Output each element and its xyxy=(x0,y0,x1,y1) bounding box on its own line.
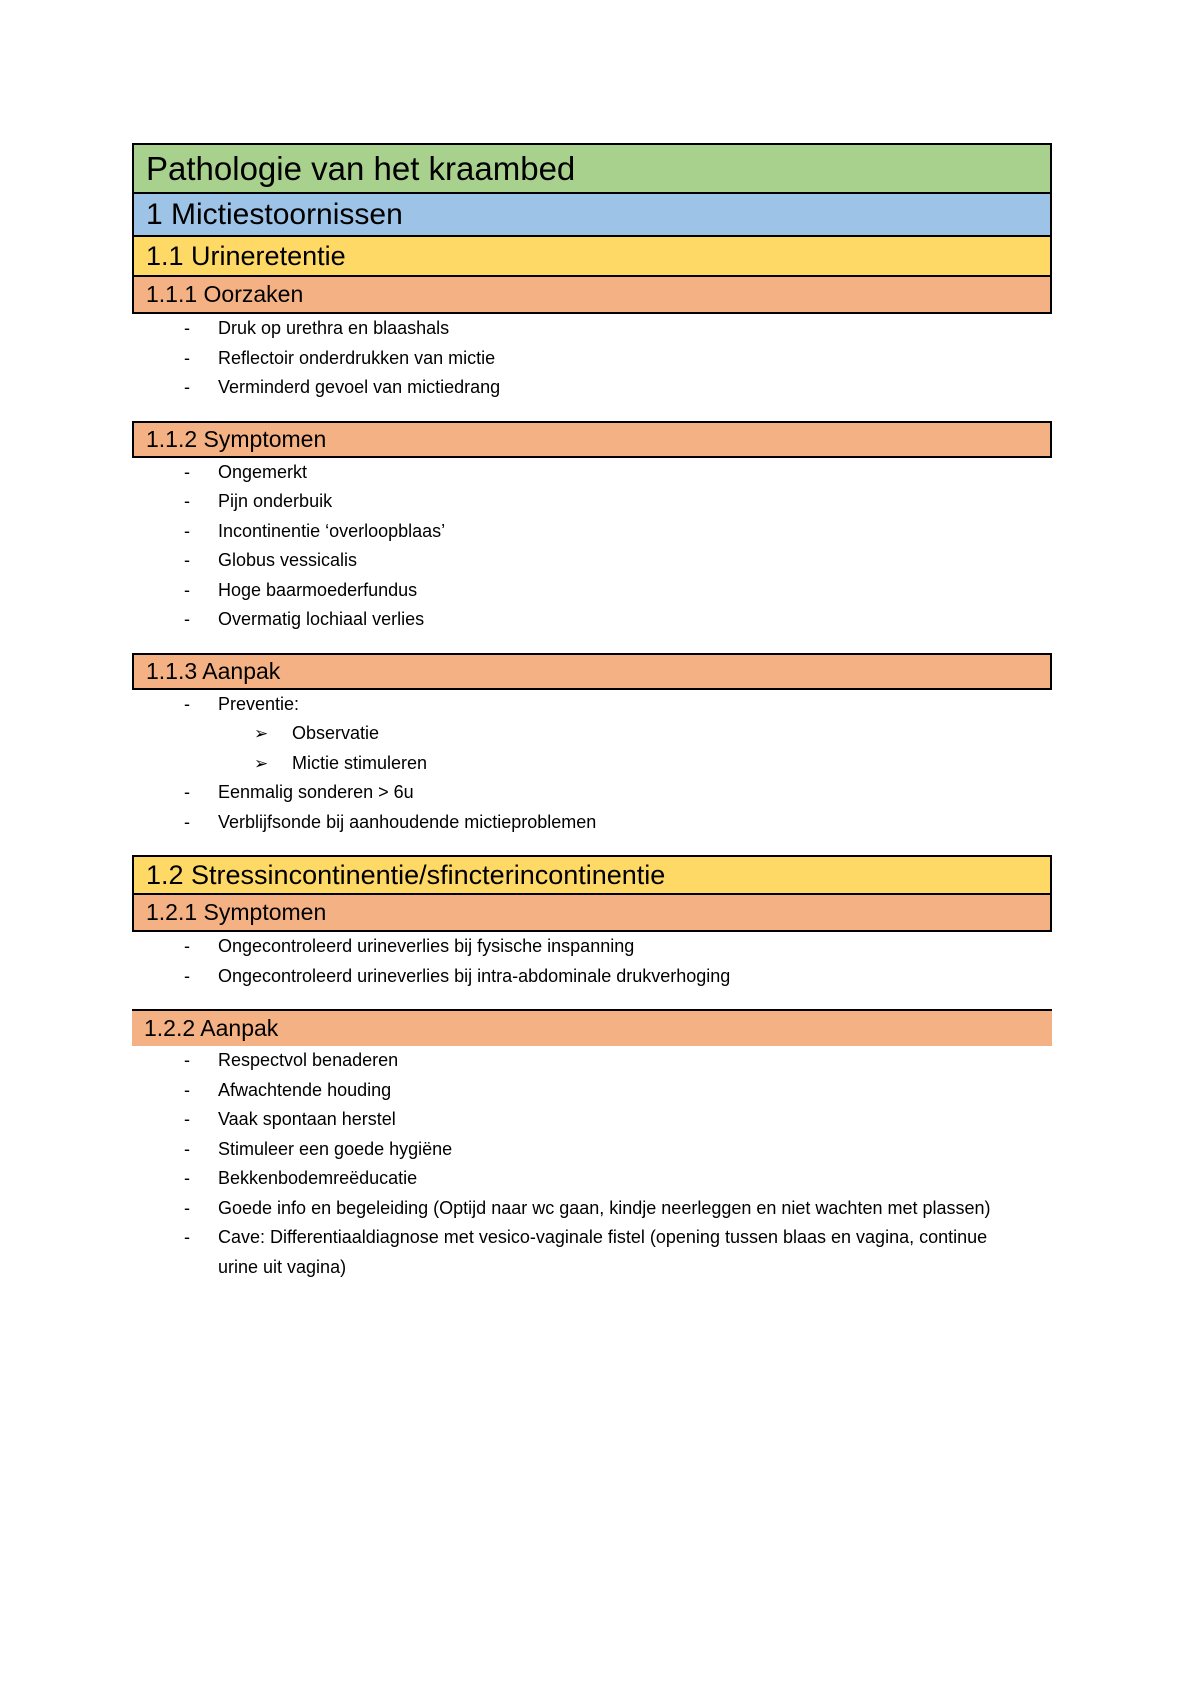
list-item: - Pijn onderbuik xyxy=(132,487,1052,517)
list-item: - Goede info en begeleiding (Optijd naar wc gaan, kindje neerleggen en niet wachten met plassen) xyxy=(132,1194,1012,1224)
list-item: - Bekkenbodemreëducatie xyxy=(132,1164,1012,1194)
list-item: - Verminderd gevoel van mictiedrang xyxy=(132,373,1052,403)
list-preventie xyxy=(132,719,1052,778)
list-symptomen xyxy=(132,458,1052,635)
list-oorzaken xyxy=(132,314,1052,403)
list-item: - Druk op urethra en blaashals xyxy=(132,314,1052,344)
list-aanpak-rest xyxy=(132,778,1052,837)
list-item: - Hoge baarmoederfundus xyxy=(132,576,1052,606)
heading-1-2-1-symptomen: 1.2.1 Symptomen xyxy=(132,895,1052,932)
list-aanpak-1-2-2 xyxy=(132,1046,1012,1282)
list-item: - Overmatig lochiaal verlies xyxy=(132,605,1052,635)
document-content xyxy=(132,143,1052,1282)
heading-1-1-3-aanpak: 1.1.3 Aanpak xyxy=(132,653,1052,690)
list-item: - Vaak spontaan herstel xyxy=(132,1105,1012,1135)
list-item: - Stimuleer een goede hygiëne xyxy=(132,1135,1012,1165)
list-item: - Ongemerkt xyxy=(132,458,1052,488)
heading-1-1-urineretentie: 1.1 Urineretentie xyxy=(132,237,1052,277)
list-item: - Reflectoir onderdrukken van mictie xyxy=(132,344,1052,374)
list-item: - Eenmalig sonderen > 6u xyxy=(132,778,1052,808)
list-symptomen-1-2-1 xyxy=(132,932,1052,991)
heading-1-2-stressincontinentie: 1.2 Stressincontinentie/sfincterincontinentie xyxy=(132,855,1052,895)
list-aanpak xyxy=(132,690,1052,720)
list-item: - Verblijfsonde bij aanhoudende mictieproblemen xyxy=(132,808,1052,838)
sub-list-item: ➢ Mictie stimuleren xyxy=(132,749,1052,779)
list-item: - Cave: Differentiaaldiagnose met vesico-vaginale fistel (opening tussen blaas en vagina, continue urine uit vagina) xyxy=(132,1223,1012,1282)
heading-1-2-2-aanpak: 1.2.2 Aanpak xyxy=(132,1009,1052,1046)
sub-list-item: ➢ Observatie xyxy=(132,719,1052,749)
heading-1-mictiestoornissen: 1 Mictiestoornissen xyxy=(132,194,1052,237)
list-item: - Ongecontroleerd urineverlies bij intra-abdominale drukverhoging xyxy=(132,962,1052,992)
heading-1-1-1-oorzaken: 1.1.1 Oorzaken xyxy=(132,277,1052,314)
list-item: - Globus vessicalis xyxy=(132,546,1052,576)
document-title: Pathologie van het kraambed xyxy=(132,143,1052,194)
list-item: - Afwachtende houding xyxy=(132,1076,1012,1106)
heading-1-1-2-symptomen: 1.1.2 Symptomen xyxy=(132,421,1052,458)
list-item-preventie: - Preventie: xyxy=(132,690,1052,720)
list-item: - Respectvol benaderen xyxy=(132,1046,1012,1076)
list-item: - Incontinentie ‘overloopblaas’ xyxy=(132,517,1052,547)
list-item: - Ongecontroleerd urineverlies bij fysische inspanning xyxy=(132,932,1052,962)
